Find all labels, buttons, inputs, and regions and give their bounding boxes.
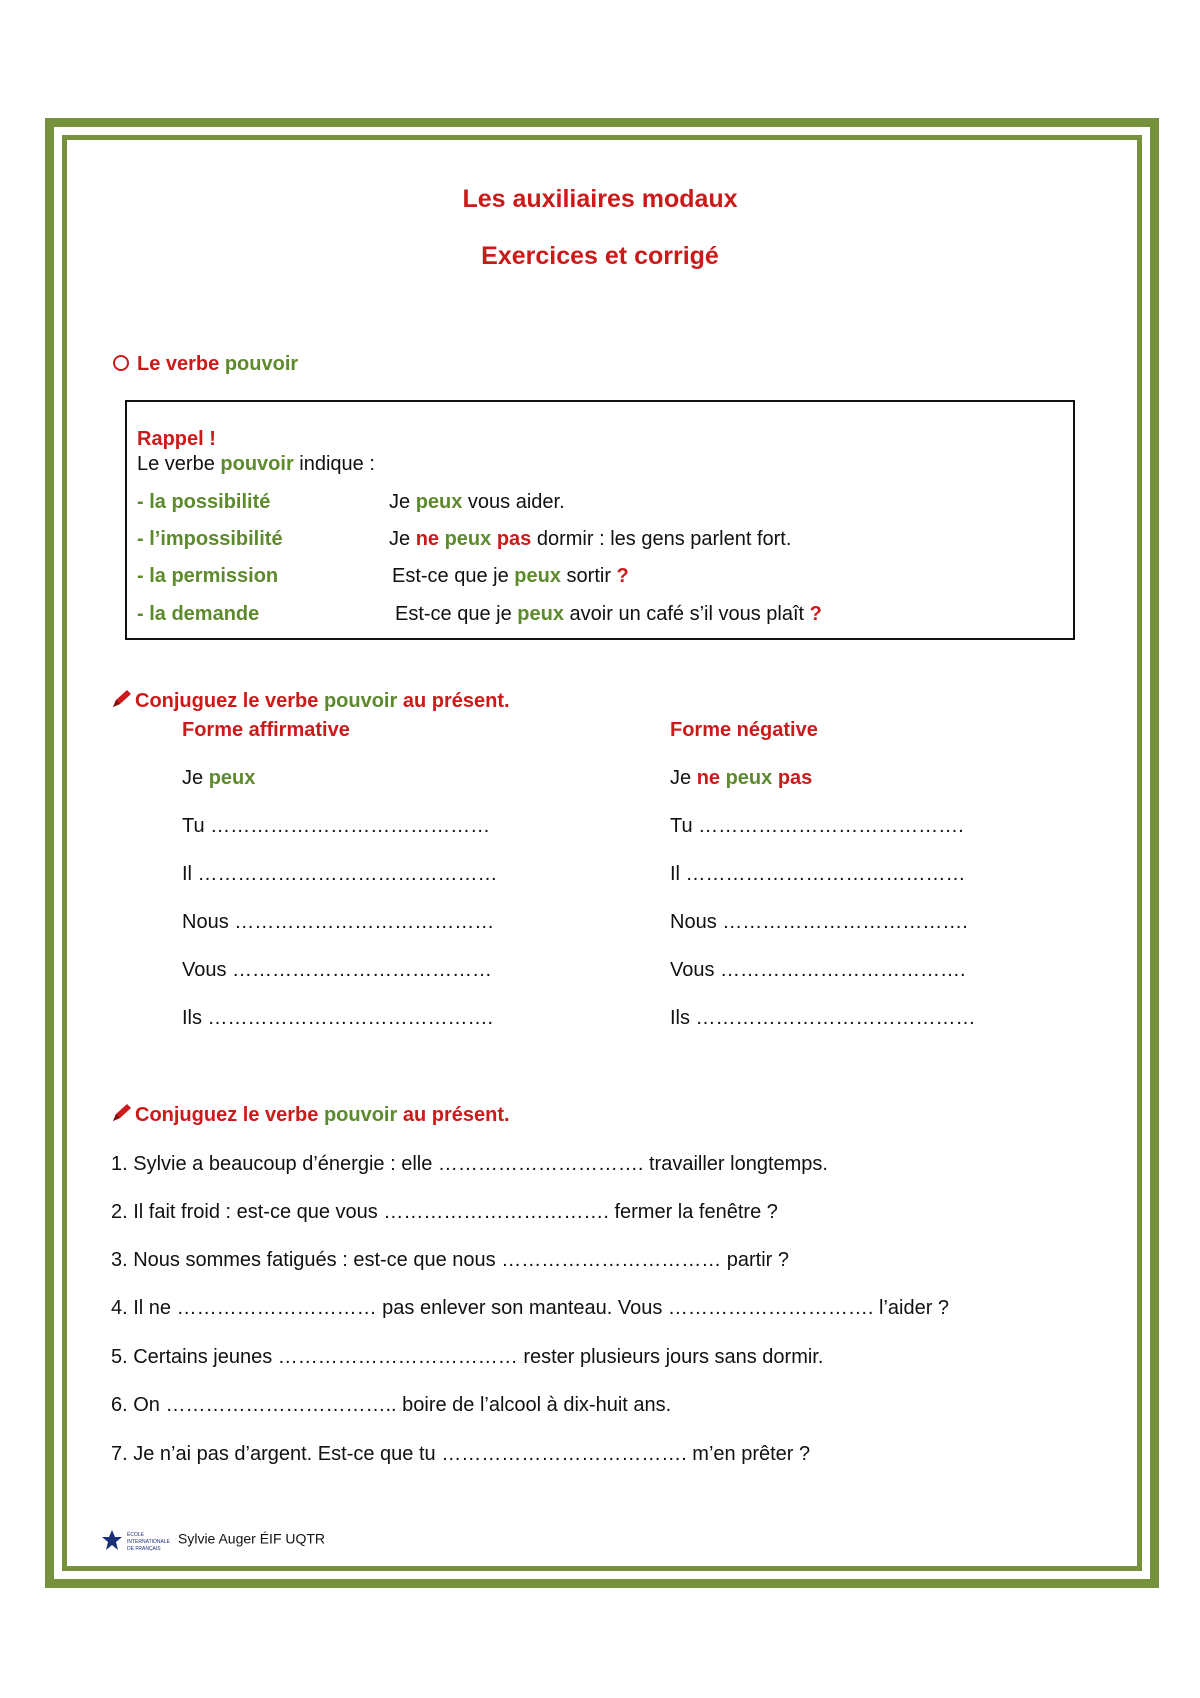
verb-form: peux (208, 767, 256, 789)
example-verb: peux (444, 528, 492, 550)
exercise-item[interactable]: 3. Nous sommes fatigués : est-ce que nous …………………………… partir ? (111, 1249, 789, 1271)
negative-blank[interactable]: Vous ………………………………. (670, 959, 966, 981)
negation: pas (772, 767, 813, 789)
exercise-item[interactable]: 5. Certains jeunes ……………………………… rester plusieurs jours sans dormir. (111, 1346, 824, 1368)
example-text: Est-ce que je (395, 603, 518, 625)
pronoun: Je (182, 767, 209, 789)
section-heading-prefix: Le verbe (137, 353, 225, 375)
example-verb: peux (517, 603, 564, 625)
rappel-intro-verb: pouvoir (220, 453, 294, 475)
page-title: Les auxiliaires modaux (462, 185, 738, 213)
rappel-intro (137, 453, 375, 476)
instruction-text: Conjuguez le verbe (135, 1104, 324, 1126)
pronoun: Je (670, 767, 697, 789)
page-subtitle: Exercices et corrigé (481, 242, 719, 270)
rappel-example (395, 603, 822, 626)
footer (100, 1528, 325, 1552)
exercise1-instruction (111, 690, 510, 713)
example-text: dormir : les gens parlent fort. (531, 528, 792, 550)
example-negation: ne (415, 528, 445, 550)
example-verb: peux (514, 565, 561, 587)
exercise-item[interactable]: 6. On …………………………….. boire de l’alcool à dix-huit ans. (111, 1394, 672, 1416)
affirmative-blank[interactable]: Vous ………………………………… (182, 959, 493, 981)
pencil-icon (111, 1103, 133, 1123)
rappel-label: - la permission (137, 565, 279, 587)
svg-text:ÉCOLE: ÉCOLE (127, 1532, 144, 1538)
rappel-label: - la demande (137, 603, 260, 625)
exercise-item[interactable]: 4. Il ne ………………………… pas enlever son manteau. Vous …………………………. l’aider ? (111, 1297, 950, 1319)
section-heading (113, 353, 298, 376)
section-heading-verb: pouvoir (224, 353, 299, 375)
negative-blank[interactable]: Nous ………………………………. (670, 911, 968, 933)
instruction-verb: pouvoir (323, 690, 398, 712)
affirmative-blank[interactable]: Nous ………………………………… (182, 911, 495, 933)
exercise-item[interactable]: 7. Je n’ai pas d’argent. Est-ce que tu ………………………………. m’en prêter ? (111, 1443, 811, 1465)
affirmative-blank[interactable]: Ils ……………………………………. (182, 1007, 494, 1029)
example-mark: ? (616, 565, 629, 587)
affirmative-example (182, 767, 255, 790)
negative-blank[interactable]: Ils …………………………………… (670, 1007, 976, 1029)
negative-blank[interactable]: Il …………………………………… (670, 863, 966, 885)
negative-example (670, 767, 812, 790)
affirmative-header: Forme affirmative (182, 719, 350, 741)
svg-text:DE FRANÇAIS: DE FRANÇAIS (127, 1546, 161, 1552)
example-text: vous aider. (462, 491, 565, 513)
example-negation: pas (491, 528, 532, 550)
negation: ne (696, 767, 726, 789)
svg-text:INTERNATIONALE: INTERNATIONALE (127, 1539, 170, 1545)
rappel-example (389, 528, 791, 551)
example-text: sortir (560, 565, 617, 587)
verb-form: peux (725, 767, 773, 789)
instruction-text: au présent. (397, 1104, 510, 1126)
rappel-label: - l’impossibilité (137, 528, 283, 550)
exercise-item[interactable]: 2. Il fait froid : est-ce que vous ……………………………. fermer la fenêtre ? (111, 1201, 778, 1223)
affirmative-blank[interactable]: Il ……………………………………… (182, 863, 498, 885)
school-logo-icon (100, 1528, 178, 1552)
instruction-verb: pouvoir (323, 1104, 398, 1126)
rappel-label: - la possibilité (137, 491, 271, 513)
example-text: Est-ce que je (392, 565, 515, 587)
exercise-item[interactable]: 1. Sylvie a beaucoup d’énergie : elle …………………………. travailler longtemps. (111, 1153, 828, 1175)
negative-blank[interactable]: Tu …………………………………. (670, 815, 964, 837)
rappel-example (389, 491, 565, 514)
instruction-text: au présent. (397, 690, 510, 712)
rappel-intro-pre: Le verbe (137, 453, 221, 475)
example-mark: ? (809, 603, 822, 625)
example-text: Je (389, 528, 416, 550)
footer-credit: Sylvie Auger ÉIF UQTR (178, 1530, 326, 1547)
example-verb: peux (415, 491, 463, 513)
rappel-heading: Rappel ! (137, 428, 216, 450)
negative-header: Forme négative (670, 719, 818, 741)
instruction-text: Conjuguez le verbe (135, 690, 324, 712)
rappel-intro-post: indique : (293, 453, 375, 475)
exercise2-instruction (111, 1104, 510, 1127)
affirmative-blank[interactable]: Tu …………………………………… (182, 815, 491, 837)
pencil-icon (111, 689, 133, 709)
example-text: Je (389, 491, 416, 513)
example-text: avoir un café s’il vous plaît (563, 603, 810, 625)
circle-bullet-icon (113, 355, 129, 371)
rappel-example (392, 565, 629, 588)
